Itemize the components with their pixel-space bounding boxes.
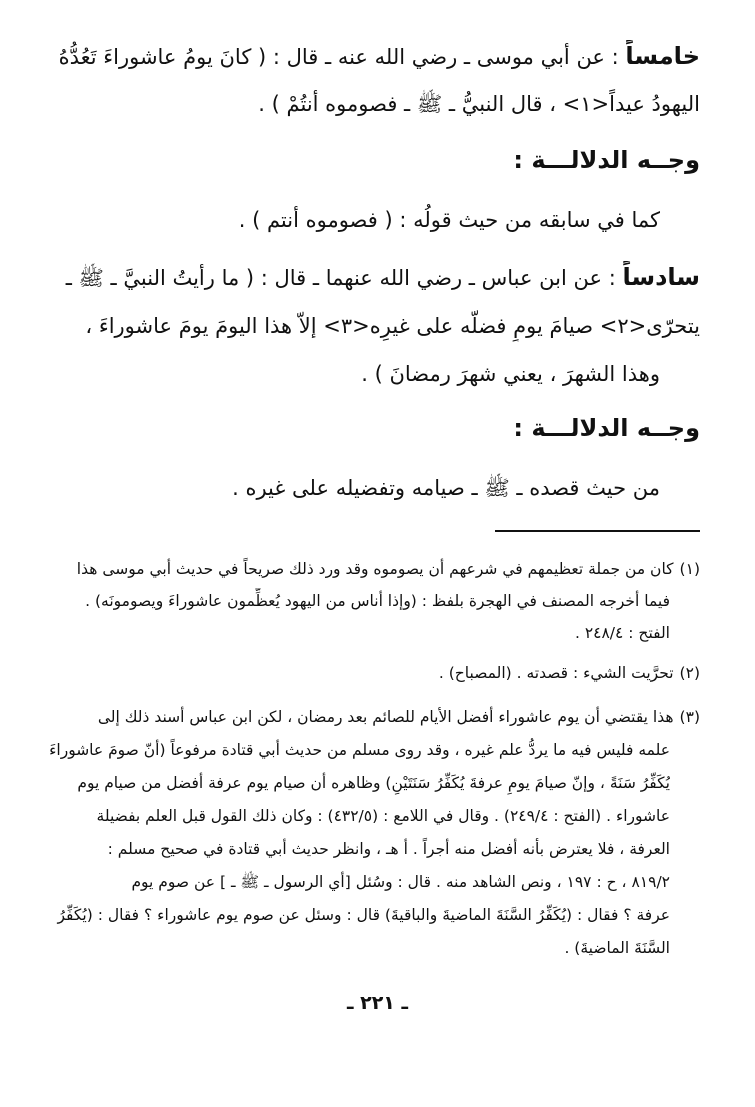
paragraph-fifth-line-1-text: : عن أبي موسى ـ رضي الله عنه ـ قال : ( كانَ يومُ عاشوراءَ تَعُدُّهُ (58, 45, 626, 69)
evidence-2-text: من حيث قصده ـ ﷺ ـ صيامه وتفضيله على غيره . (232, 476, 660, 500)
footnote-1-line-2: فيما أخرجه المصنف في الهجرة بلفظ : (وإذا أناس من اليهود يُعظِّمون عاشوراءَ ويصومونَه) . (85, 592, 670, 610)
page-number: ـ ٢٢١ ـ (346, 992, 408, 1014)
footnote-3-line-8: السَّنَةَ الماضيةَ) . (564, 939, 670, 957)
footnote-1-line-1-text: كان من جملة تعظيمهم في شرعهم أن يصوموه وقد ورد ذلك صريحاً في حديث أبي موسى هذا (76, 560, 674, 578)
footnote-3-line-1-text: هذا يقتضي أن يوم عاشوراء أفضل الأيام للصائم بعد رمضان ، لكن ابن عباس أسند ذلك إلى (97, 708, 674, 726)
footnote-3-number: (٣) (679, 708, 700, 726)
paragraph-sixth-line-3: وهذا الشهرَ ، يعني شهرَ رمضانَ ) . (361, 362, 660, 386)
footnote-3-line-2: علمه فليس فيه ما يردُّ علم غيره ، وقد روى مسلم من حديث أبي قتادة مرفوعاً (أنّ صومَ عاشوراءَ (49, 741, 670, 759)
paragraph-sixth-line-1 (40, 261, 700, 294)
section-heading-evidence-2: وجــه الدلالـــة : (513, 414, 700, 442)
footnote-3-line-5: العرفة ، فلا يعترض بأنه أفضل منه أجراً . أ هـ ، وانظر حديث أبي قتادة في صحيح مسلم : (107, 840, 670, 858)
footnote-3-line-1 (40, 704, 700, 730)
footnote-3-line-6: ٨١٩/٢ ، ح : ١٩٧ ، ونص الشاهد منه . قال : وسُئل [أي الرسول ـ ﷺ ـ ] عن صوم يوم (131, 873, 670, 891)
footnote-1-number: (١) (679, 560, 700, 578)
footnote-3-line-3: يُكَفِّرُ سَنَةً ، وإنّ صيامَ يومِ عرفةَ يُكَفِّرُ سَنَتَيْنِ) وظاهره أن صيام يوم عرفة أفضل من صيام يوم (77, 774, 670, 792)
footnote-1-line-3: الفتح : ٢٤٨/٤ . (574, 624, 670, 642)
paragraph-fifth-line-2: اليهودُ عيداً<١> ، قال النبيُّ ـ ﷺ ـ فصوموه أنتُمْ ) . (258, 92, 700, 116)
paragraph-fifth-lead: خامساً (625, 42, 700, 70)
footnote-1-line-1 (40, 556, 700, 582)
footnote-separator (495, 530, 700, 532)
paragraph-fifth-line-1 (40, 40, 700, 73)
footnote-3-line-4: عاشوراء . (الفتح : ٢٤٩/٤) . وقال في اللامع : (٤٣٢/٥) : وكان ذلك القول قبل العلم بفضيلة (96, 807, 670, 825)
footnote-2-line-1 (40, 660, 700, 686)
footnote-2-number: (٢) (679, 664, 700, 682)
paragraph-sixth-lead: سادساً (622, 263, 700, 291)
footnote-3-line-7: عرفة ؟ فقال : (يُكَفِّرُ السَّنَةَ الماضيةَ والباقيةَ) قال : وسئل عن صوم يوم عاشوراء ؟ فقال : (يُكَفِّرُ (57, 906, 670, 924)
footnote-2-line-1-text: تحرَّيت الشيء : قصدته . (المصباح) . (438, 664, 674, 682)
section-heading-evidence-1: وجــه الدلالـــة : (513, 146, 700, 174)
paragraph-sixth-line-1-text: : عن ابن عباس ـ رضي الله عنهما ـ قال : ( ما رأيتُ النبيَّ ـ ﷺ ـ (65, 266, 623, 290)
paragraph-sixth-line-2: يتحرّى<٢> صيامَ يومٍ فضلَّه على غيرِه<٣> إلاّ هذا اليومَ يومَ عاشوراءَ ، (85, 314, 700, 338)
evidence-1-text: كما في سابقه من حيث قولُه : ( فصوموه أنتم ) . (238, 208, 660, 232)
